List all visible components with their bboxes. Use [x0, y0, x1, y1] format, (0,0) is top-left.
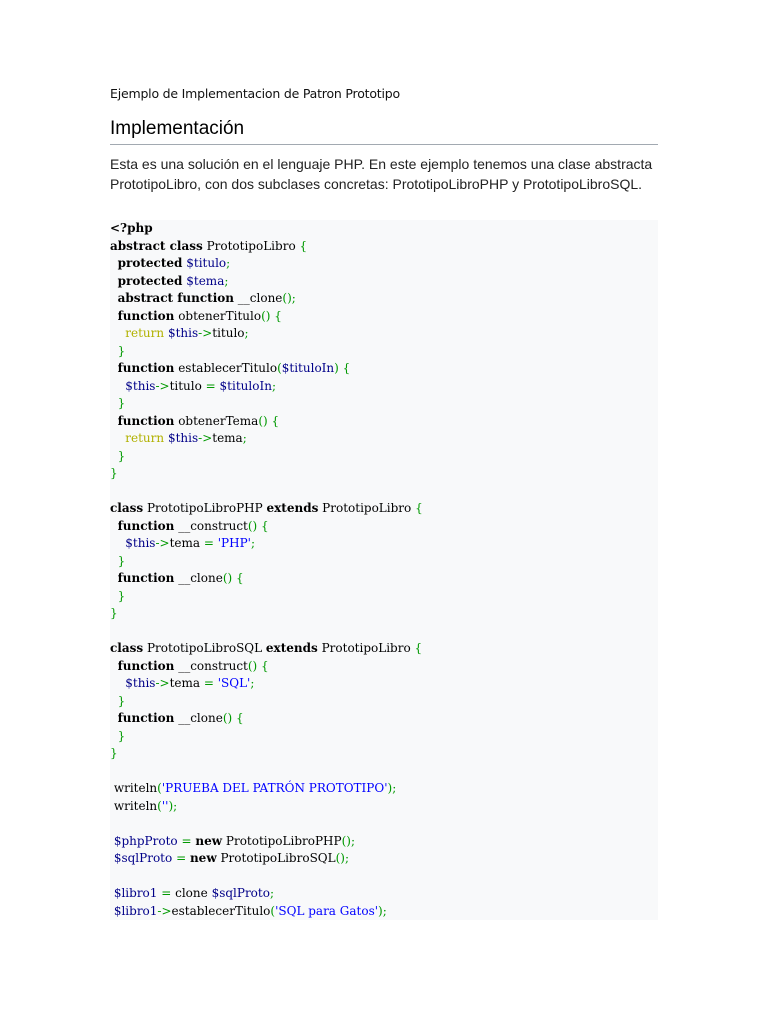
code-token: }: [117, 396, 126, 410]
code-token: return: [125, 326, 165, 340]
code-token: $titulo: [186, 256, 227, 270]
code-token: ->: [198, 326, 213, 340]
code-token: ();: [341, 833, 355, 848]
code-token: $phpProto: [113, 833, 178, 848]
code-line: [110, 483, 423, 501]
code-token: PrototipoLibroPHP: [222, 833, 342, 848]
code-token: [110, 571, 118, 585]
code-token: (: [157, 781, 162, 795]
code-token: [110, 414, 118, 428]
code-token: }: [117, 343, 126, 358]
code-token: $sqlProto: [113, 851, 173, 865]
code-line: [110, 728, 423, 746]
code-token: [110, 711, 118, 725]
code-token: titulo: [212, 326, 245, 340]
code-token: __clone: [233, 291, 283, 305]
code-token: titulo: [169, 378, 206, 393]
code-line: [110, 535, 423, 553]
code-line: [110, 238, 423, 256]
code-token: ;: [226, 256, 231, 270]
code-token: (: [270, 903, 276, 918]
code-token: establecerTitulo: [174, 361, 278, 375]
code-token: $tituloIn: [219, 378, 272, 393]
code-token: function: [117, 711, 175, 725]
page-title: Ejemplo de Implementacion de Patron Prototipo: [110, 86, 400, 101]
code-token: {: [414, 641, 423, 655]
code-line: [110, 885, 423, 903]
code-line: [110, 220, 423, 238]
code-token: () {: [222, 571, 244, 585]
code-token: abstract function: [117, 291, 234, 305]
code-line: [110, 745, 423, 763]
code-token: function: [117, 361, 175, 375]
code-line: [110, 518, 423, 536]
code-token: );: [387, 781, 397, 795]
code-line: [110, 570, 423, 588]
code-line: [110, 763, 423, 781]
code-token: 'SQL para Gatos': [275, 903, 379, 918]
code-line: [110, 500, 423, 518]
code-line: [110, 675, 423, 693]
code-token: =: [205, 378, 216, 393]
code-line: [110, 395, 423, 413]
code-line: [110, 710, 423, 728]
code-token: class: [110, 501, 144, 515]
code-line: [110, 903, 423, 921]
code-token: ->: [155, 378, 170, 393]
code-token: function: [117, 518, 175, 533]
code-token: }: [110, 466, 118, 480]
intro-paragraph: Esta es una solución en el lenguaje PHP. En este ejemplo tenemos una clase abstracta PrototipoLibro, con dos subclases concretas: PrototipoLibroPHP y PrototipoLibroSQL.: [110, 156, 653, 192]
code-line: [110, 868, 423, 886]
code-token: function: [117, 571, 175, 585]
code-token: [110, 519, 118, 533]
code-token: [110, 396, 118, 410]
code-line: [110, 833, 423, 851]
code-token: PrototipoLibroPHP: [143, 501, 267, 515]
code-token: $libro1: [113, 903, 158, 918]
code-token: () {: [261, 308, 282, 323]
code-token: ();: [335, 851, 350, 865]
code-token: }: [117, 448, 126, 463]
code-token: obtenerTema: [174, 413, 259, 428]
code-token: new: [189, 851, 217, 865]
code-token: [110, 344, 118, 358]
code-token: [110, 309, 118, 323]
code-token: ;: [250, 536, 255, 550]
code-line: [110, 553, 423, 571]
code-token: tema: [212, 431, 243, 445]
code-line: [110, 798, 423, 816]
code-token: __construct: [174, 518, 248, 533]
code-token: establecerTitulo: [171, 903, 271, 918]
code-token: '': [161, 798, 169, 813]
code-line: [110, 448, 423, 466]
code-token: [110, 589, 118, 603]
code-token: __clone: [174, 571, 223, 585]
code-token: () {: [247, 658, 269, 673]
code-line: [110, 325, 423, 343]
code-token: () {: [247, 518, 269, 533]
code-token: {: [415, 501, 423, 515]
code-line: [110, 623, 423, 641]
code-token: ;: [242, 431, 247, 445]
code-token: [110, 449, 118, 463]
code-token: (: [277, 361, 282, 375]
code-token: ->: [155, 536, 170, 550]
code-token: extends: [265, 641, 318, 655]
code-token: [110, 536, 125, 550]
code-token: =: [181, 833, 192, 848]
code-token: [110, 291, 118, 305]
code-token: return: [125, 431, 165, 445]
code-token: $tituloIn: [281, 361, 335, 375]
code-line: [110, 693, 423, 711]
code-line: [110, 255, 423, 273]
code-token: $sqlProto: [211, 886, 270, 900]
code-line: [110, 588, 423, 606]
code-token: <?php: [110, 221, 153, 235]
code-line: [110, 815, 423, 833]
code-line: [110, 850, 423, 868]
code-token: [110, 379, 125, 393]
code-token: }: [117, 693, 126, 708]
code-token: $this: [167, 326, 199, 340]
code-token: {: [299, 238, 308, 253]
code-token: $this: [167, 431, 199, 445]
code-token: [110, 659, 118, 673]
code-token: protected: [117, 273, 183, 288]
code-token: __clone: [174, 711, 223, 725]
code-token: =: [203, 536, 214, 550]
code-token: PrototipoLibro: [318, 501, 416, 515]
code-token: =: [203, 676, 214, 690]
code-token: [110, 431, 125, 445]
code-token: [110, 729, 118, 743]
code-token: writeln: [110, 798, 158, 813]
code-token: }: [110, 746, 118, 760]
code-token: $this: [125, 378, 156, 393]
code-line: [110, 780, 423, 798]
section-heading: Implementación: [110, 118, 658, 145]
code-token: =: [176, 851, 187, 865]
code-token: $this: [125, 536, 156, 550]
code-line: [110, 378, 423, 396]
code-token: PrototipoLibro: [202, 238, 300, 253]
code-token: PrototipoLibroSQL: [143, 641, 266, 655]
code-token: ->: [155, 676, 170, 690]
code-token: new: [195, 833, 223, 848]
code-token: __construct: [174, 658, 248, 673]
code-token: [110, 256, 118, 270]
code-token: [110, 274, 118, 288]
code-token: );: [168, 798, 178, 813]
code-token: function: [117, 308, 175, 323]
code-token: =: [161, 886, 172, 900]
code-token: (: [157, 798, 162, 813]
code-line: [110, 343, 423, 361]
code-token: );: [378, 903, 387, 918]
code-token: clone: [171, 886, 212, 900]
code-token: [110, 361, 118, 375]
code-token: function: [117, 413, 175, 428]
code-token: ->: [198, 431, 213, 445]
code-token: }: [117, 553, 126, 568]
code-token: }: [110, 606, 118, 620]
code-token: $tema: [186, 273, 225, 288]
code-token: ;: [271, 378, 276, 393]
code-token: [110, 326, 125, 340]
code-line: [110, 658, 423, 676]
code-token: }: [117, 728, 126, 743]
code-line: [110, 413, 423, 431]
code-token: function: [117, 658, 175, 673]
code-line: [110, 290, 423, 308]
code-token: [110, 554, 118, 568]
code-token: class: [110, 641, 144, 655]
code-token: () {: [258, 413, 280, 428]
code-token: obtenerTitulo: [174, 308, 262, 323]
code-token: abstract class: [110, 238, 203, 253]
code-token: [110, 694, 118, 708]
code-token: writeln: [110, 781, 158, 795]
code-block: [110, 220, 658, 920]
code-token: tema: [169, 536, 204, 550]
code-token: ;: [250, 676, 255, 690]
code-line: [110, 273, 423, 291]
code-token: ;: [269, 886, 275, 900]
code-token: $this: [125, 676, 156, 690]
code-token: $libro1: [113, 886, 158, 900]
code-token: ->: [157, 903, 172, 918]
code-line: [110, 465, 423, 483]
code-token: PrototipoLibro: [317, 641, 415, 655]
code-line: [110, 640, 423, 658]
code-token: () {: [222, 711, 244, 725]
code-line: [110, 360, 423, 378]
code-token: ;: [224, 273, 229, 288]
code-token: ;: [244, 326, 249, 340]
code-line: [110, 605, 423, 623]
code-token: protected: [117, 256, 183, 270]
code-token: 'SQL': [217, 676, 251, 690]
php-code: [110, 220, 423, 920]
code-token: 'PHP': [217, 536, 251, 550]
code-token: PrototipoLibroSQL: [216, 851, 336, 865]
code-token: ();: [282, 291, 296, 305]
code-token: [110, 676, 125, 690]
code-token: tema: [169, 676, 204, 690]
code-token: }: [117, 588, 126, 603]
code-token: ) {: [334, 361, 351, 375]
code-token: 'PRUEBA DEL PATRÓN PROTOTIPO': [161, 781, 388, 795]
code-token: extends: [266, 501, 319, 515]
code-line: [110, 308, 423, 326]
code-line: [110, 430, 423, 448]
